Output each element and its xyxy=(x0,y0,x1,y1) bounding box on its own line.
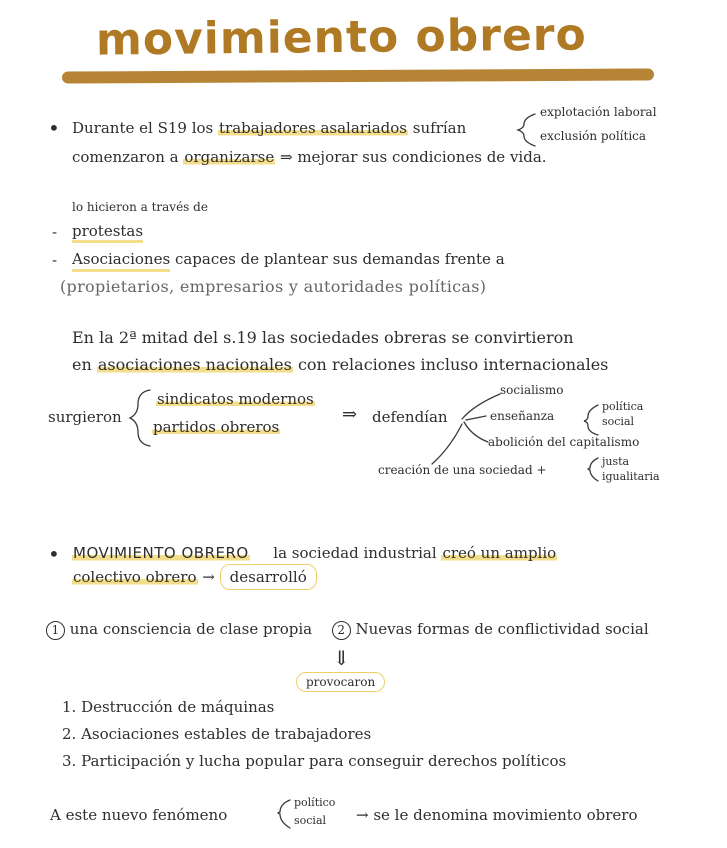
s2-ensenanza-sub-1: política xyxy=(602,400,644,413)
s2-ensenanza-sub-2: social xyxy=(602,415,635,428)
s3-final-post: → se le denomina movimiento obrero xyxy=(356,806,638,824)
s2-branch-socialismo: socialismo xyxy=(500,383,564,397)
s3-list-item-3: 3. Participación y lucha popular para conseguir derechos políticos xyxy=(62,752,567,770)
s3-line1 xyxy=(72,546,557,561)
s3-num-2: 2 xyxy=(332,621,351,640)
s3-consequences xyxy=(46,621,649,640)
s2-branch-abolicion: abolición del capitalismo xyxy=(488,435,640,449)
s3-provocaron-box: provocaron xyxy=(296,672,385,692)
s1-line1-highlight: trabajadores asalariados xyxy=(219,119,408,137)
s2-line2 xyxy=(72,357,608,373)
s1-brace-item-1: explotación laboral xyxy=(540,105,657,119)
s3-consequence-1: una consciencia de clase propia xyxy=(69,620,313,638)
s1-line1-pre: Durante el S19 los xyxy=(72,119,214,137)
s2-branch-ensenanza: enseñanza xyxy=(490,409,555,423)
bullet: • xyxy=(48,542,60,566)
s1-line2-pre: comenzaron a xyxy=(72,148,179,166)
s2-line2-pre: en xyxy=(72,355,92,374)
s3-term: MOVIMIENTO OBRERO xyxy=(73,544,249,562)
s2-surgieron: surgieron xyxy=(48,408,122,426)
s1-item-protestas: protestas xyxy=(72,224,143,243)
s3-line1-post: la sociedad industrial xyxy=(273,544,437,562)
s2-branch-creacion: creación de una sociedad + xyxy=(378,463,547,477)
s3-line2-arrow: → xyxy=(202,568,215,586)
page-title: movimiento obrero xyxy=(95,9,587,66)
s3-list-item-1: 1. Destrucción de máquinas xyxy=(62,698,275,716)
s3-consequence-2: Nuevas formas de conflictividad social xyxy=(355,620,649,638)
s1-line1 xyxy=(72,121,466,136)
s3-down-arrow: ⇓ xyxy=(333,646,350,670)
s1-item-asociaciones xyxy=(72,252,505,267)
s3-line2-highlight: colectivo obrero xyxy=(73,568,197,586)
s2-defendian: defendían xyxy=(372,408,448,426)
s3-final-brace-2: social xyxy=(294,814,327,827)
s1-paren-note: (propietarios, empresarios y autoridades políticas) xyxy=(60,277,487,296)
s2-brace-item-1: sindicatos modernos xyxy=(157,390,314,408)
s3-final-pre: A este nuevo fenómeno xyxy=(50,806,228,824)
s2-line1: En la 2ª mitad del s.19 las sociedades obreras se convirtieron xyxy=(72,328,574,347)
s1-item-asociaciones-hl: Asociaciones xyxy=(72,250,170,272)
s2-arrow: ⇒ xyxy=(342,404,358,425)
s2-line2-post: con relaciones incluso internacionales xyxy=(297,355,609,374)
s1-line1-post: sufrían xyxy=(412,119,467,137)
s1-item-asociaciones-post: capaces de plantear sus demandas frente a xyxy=(174,250,505,268)
s2-sociedad-sub-1: justa xyxy=(602,455,630,468)
s1-brace-item-2: exclusión política xyxy=(540,129,647,143)
s1-line2 xyxy=(72,150,547,165)
s3-desarrollo-box: desarrolló xyxy=(220,564,317,590)
s1-how-intro: lo hicieron a través de xyxy=(72,200,208,214)
s1-line2-post: ⇒ mejorar sus condiciones de vida. xyxy=(279,148,547,166)
s3-list-item-2: 2. Asociaciones estables de trabajadores xyxy=(62,725,372,743)
s3-line1-highlight: creó un amplio xyxy=(442,544,557,562)
s2-sociedad-sub-2: igualitaria xyxy=(602,470,660,483)
s3-num-1: 1 xyxy=(46,621,65,640)
s1-dash-2: - xyxy=(52,251,58,269)
s3-line2 xyxy=(72,570,317,585)
s2-brace-item-2: partidos obreros xyxy=(153,418,280,436)
s2-line2-highlight: asociaciones nacionales xyxy=(97,355,292,374)
s3-final-brace-1: político xyxy=(294,796,336,809)
s1-dash-1: - xyxy=(52,223,58,241)
bullet: • xyxy=(48,116,60,140)
s1-line2-highlight: organizarse xyxy=(184,148,275,166)
